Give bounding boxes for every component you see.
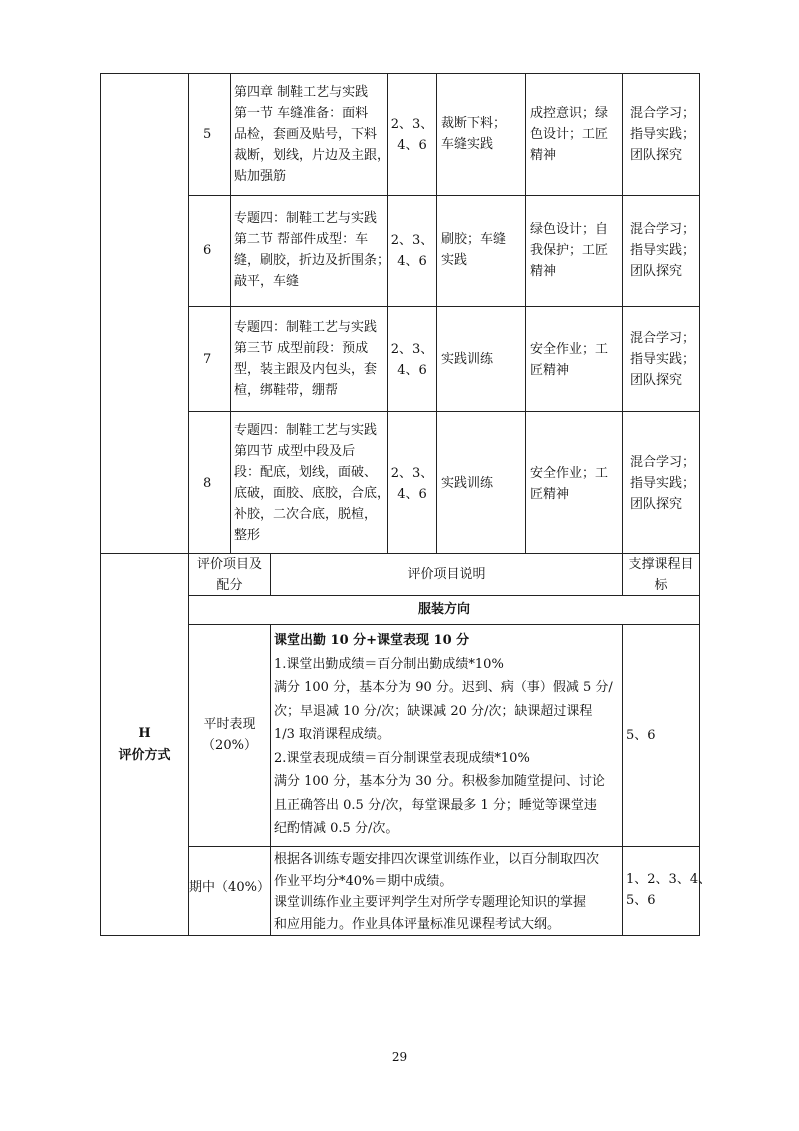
row-ideology (530, 463, 608, 505)
row-content (234, 208, 390, 292)
row-methods (630, 219, 695, 282)
eval-item-goals (626, 869, 711, 911)
content-line: 第四节 成型中段及后 (234, 444, 356, 459)
eval-heading: 课堂出勤 10 分+课堂表现 10 分 (274, 633, 470, 648)
row-content (234, 420, 390, 546)
ideology-line: 安全作业；工 (530, 466, 609, 481)
row-number: 7 (203, 352, 212, 367)
eval-goal-line: 1、2、3、4、 (626, 872, 712, 887)
row-content (234, 82, 390, 187)
row-ideology (530, 339, 608, 381)
eval-goal-line: 5、6 (626, 893, 656, 908)
eval-name-line: 平时表现 (203, 717, 256, 732)
eval-desc-line: 纪酌情减 0.5 分/次。 (274, 821, 399, 836)
eval-weight-line: （20%） (202, 738, 257, 753)
content-line: 底破，面胶、底胶，合底， (234, 486, 391, 501)
eval-desc-line: 作业平均分*40%＝期中成绩。 (274, 873, 453, 889)
eval-item-desc (274, 629, 613, 841)
content-line: 型，装主跟及内包头，套 (234, 362, 378, 377)
ideology-line: 安全作业；工 (530, 342, 609, 357)
task-line: 裁断下料； (441, 116, 507, 131)
content-line: 裁断，划线，片边及主跟， (234, 148, 391, 163)
section-code: H (138, 725, 151, 741)
method-line: 混合学习； (630, 106, 696, 121)
direction-title: 服装方向 (417, 602, 470, 617)
eval-desc-line: 1/3 取消课程成绩。 (274, 727, 391, 742)
header-goal-line: 标 (654, 578, 668, 593)
task-line: 实践 (441, 253, 468, 268)
row-ideology (530, 103, 608, 166)
eval-item-goals: 5、6 (626, 728, 656, 743)
method-line: 团队探究 (630, 497, 683, 512)
content-line: 缝，刷胶，折边及折围条； (234, 253, 391, 268)
ideology-line: 绿色设计；自 (530, 222, 609, 237)
method-line: 团队探究 (630, 148, 683, 163)
section-h-label (101, 554, 188, 935)
row-tasks (441, 349, 493, 370)
ideology-line: 精神 (530, 264, 557, 279)
content-line: 第四章 制鞋工艺与实践 (234, 85, 369, 100)
row-number: 6 (203, 243, 212, 258)
method-line: 混合学习； (630, 455, 696, 470)
eval-desc-line: 课堂训练作业主要评判学生对所学专题理论知识的掌握 (274, 895, 587, 910)
row-number: 8 (203, 476, 212, 491)
eval-desc-line: 和应用能力。作业具体评量标准见课程考试大纲。 (274, 916, 561, 932)
eval-item-name: 期中（40%） (189, 880, 270, 895)
task-line: 实践训练 (441, 352, 494, 367)
header-goal-line: 支撑课程目 (628, 557, 694, 572)
row-goals: 2、3、4、6 (390, 342, 434, 378)
row-methods (630, 103, 695, 166)
content-line: 整形 (234, 528, 261, 543)
ideology-line: 成控意识；绿 (530, 106, 609, 121)
eval-desc-line: 根据各训练专题安排四次课堂训练作业，以百分制取四次 (274, 852, 600, 867)
task-line: 刷胶；车缝 (441, 232, 507, 247)
header-item-line: 配分 (216, 578, 243, 593)
method-line: 团队探究 (630, 373, 683, 388)
eval-desc-line: 2.课堂表现成绩＝百分制课堂表现成绩*10% (274, 750, 530, 766)
eval-desc-line: 且正确答出 0.5 分/次，每堂课最多 1 分；睡觉等课堂违 (274, 797, 597, 813)
section-title: 评价方式 (118, 747, 171, 763)
row-methods (630, 452, 695, 515)
method-line: 混合学习； (630, 222, 696, 237)
row-ideology (530, 219, 608, 282)
content-line: 专题四：制鞋工艺与实践 (234, 320, 378, 335)
eval-item-name (189, 714, 270, 756)
ideology-line: 精神 (530, 148, 557, 163)
content-line: 专题四：制鞋工艺与实践 (234, 211, 378, 226)
row-methods (630, 328, 695, 391)
row-number: 5 (203, 127, 212, 142)
ideology-line: 色设计；工匠 (530, 127, 609, 142)
ideology-line: 匠精神 (530, 363, 570, 378)
content-line: 段：配底，划线，面破、 (234, 465, 378, 480)
eval-item-desc (274, 849, 599, 935)
row-tasks (441, 113, 506, 155)
content-line: 品检，套画及贴号，下料 (234, 127, 378, 142)
header-goals (623, 554, 699, 596)
row-goals: 2、3、4、6 (390, 466, 434, 502)
method-line: 指导实践； (630, 127, 696, 142)
method-line: 团队探究 (630, 264, 683, 279)
content-line: 楦，绑鞋带，绷帮 (234, 383, 339, 398)
content-line: 补胶，二次合底，脱楦， (234, 507, 378, 522)
eval-desc-line: 满分 100 分，基本分为 90 分。迟到、病（事）假减 5 分/ (274, 680, 613, 695)
row-tasks (441, 473, 493, 494)
eval-desc-line: 1.课堂出勤成绩＝百分制出勤成绩*10% (274, 656, 504, 672)
content-line: 敲平，车缝 (234, 274, 300, 289)
ideology-line: 我保护；工匠 (530, 243, 609, 258)
row-goals: 2、3、4、6 (390, 117, 434, 153)
row-tasks (441, 229, 506, 271)
task-line: 实践训练 (441, 476, 494, 491)
method-line: 混合学习； (630, 331, 696, 346)
method-line: 指导实践； (630, 243, 696, 258)
content-line: 第一节 车缝准备：面料 (234, 106, 369, 121)
method-line: 指导实践； (630, 476, 696, 491)
content-line: 第二节 帮部件成型：车 (234, 232, 369, 247)
content-line: 专题四：制鞋工艺与实践 (234, 423, 378, 438)
method-line: 指导实践； (630, 352, 696, 367)
page-number: 29 (391, 1050, 408, 1064)
row-content (234, 317, 377, 401)
content-line: 第三节 成型前段：预成 (234, 341, 369, 356)
task-line: 车缝实践 (441, 137, 494, 152)
eval-desc-line: 次；早退减 10 分/次；缺课减 20 分/次；缺课超过课程 (274, 703, 593, 719)
ideology-line: 匠精神 (530, 487, 570, 502)
header-item (189, 554, 270, 596)
header-item-line: 评价项目及 (196, 557, 262, 572)
content-line: 贴加强筋 (234, 169, 287, 184)
header-desc: 评价项目说明 (407, 567, 486, 582)
row-goals: 2、3、4、6 (390, 233, 434, 269)
eval-desc-line: 满分 100 分，基本分为 30 分。积极参加随堂提问、讨论 (274, 774, 605, 789)
